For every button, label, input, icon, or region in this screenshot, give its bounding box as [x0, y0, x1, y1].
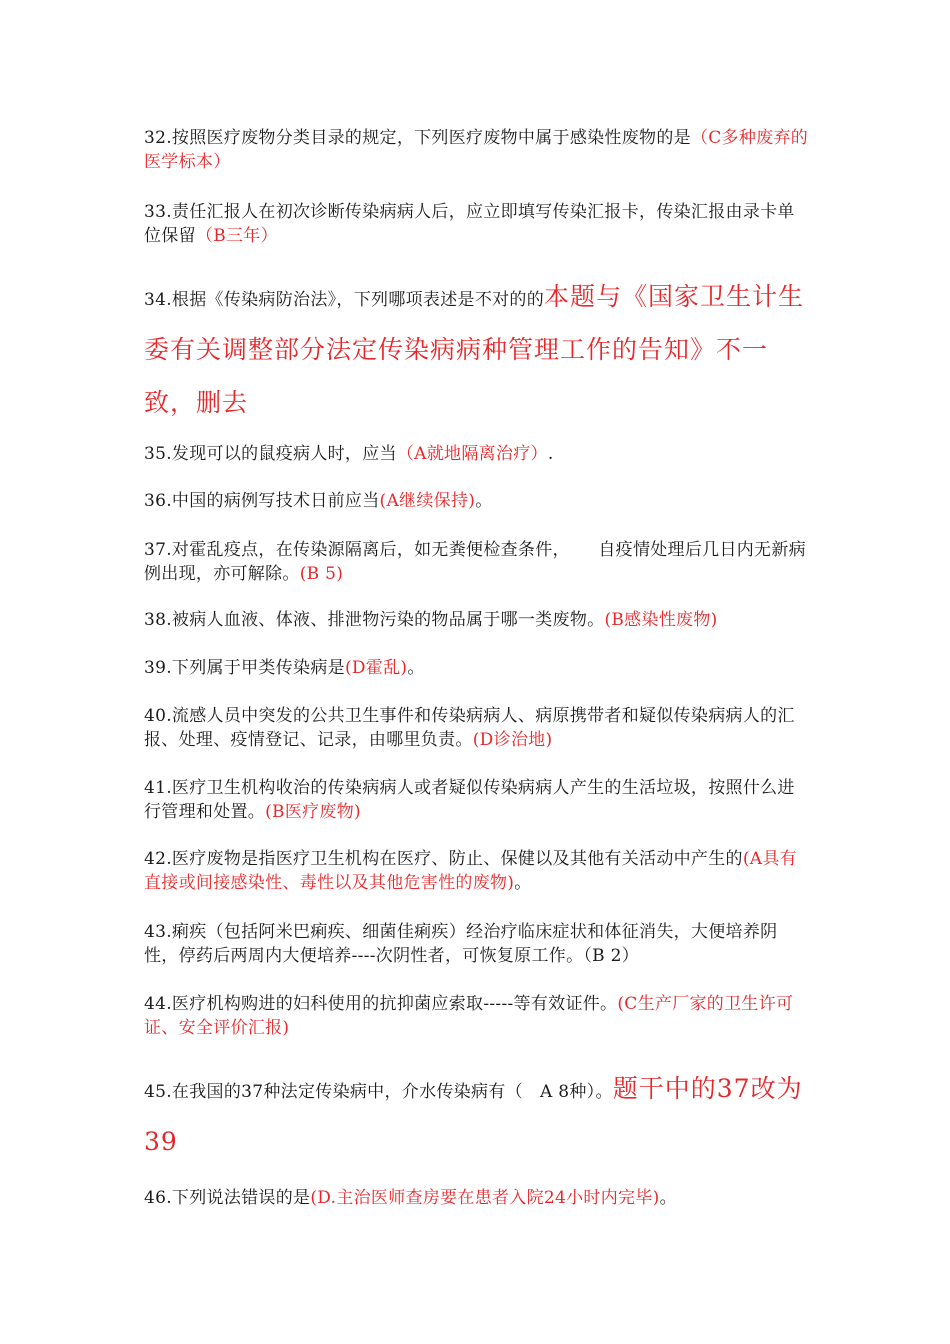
correction-note: 题干中的37改为39	[144, 1074, 803, 1156]
question-36	[144, 489, 812, 513]
question-text: 35.发现可以的鼠疫病人时，应当	[144, 444, 397, 464]
question-tail: 。	[407, 658, 425, 678]
question-38	[144, 608, 812, 632]
question-32	[144, 126, 812, 174]
question-46	[144, 1186, 812, 1210]
question-text: 33.责任汇报人在初次诊断传染病病人后，应立即填写传染汇报卡，传染汇报由录卡单位保留	[144, 202, 795, 246]
question-45	[144, 1064, 812, 1170]
question-tail: 。	[475, 491, 493, 511]
answer: (B医疗废物)	[265, 802, 361, 822]
question-35	[144, 442, 812, 466]
answer: (D诊治地)	[472, 730, 553, 750]
answer: （C多种废弃的医学标本）	[144, 128, 809, 172]
answer: (B感染性废物)	[604, 610, 718, 630]
question-text: 41.医疗卫生机构收治的传染病病人或者疑似传染病病人产生的生活垃圾，按照什么进行管理和处置。	[144, 778, 795, 822]
question-text: 37.对霍乱疫点，在传染源隔离后，如无粪便检查条件， 自疫情处理后几日内无新病例出现，亦可解除。	[144, 540, 806, 584]
question-tail: 。	[659, 1188, 677, 1208]
question-40	[144, 704, 812, 752]
question-text: 46.下列说法错误的是	[144, 1188, 311, 1208]
answer: (C生产厂家的卫生许可证、安全评价汇报)	[144, 994, 794, 1038]
question-tail: 。	[514, 873, 532, 893]
answer: (D霍乱)	[344, 658, 408, 678]
question-33	[144, 200, 812, 248]
question-text: 44.医疗机构购进的妇科使用的抗抑菌应索取-----等有效证件。	[144, 994, 618, 1014]
question-44	[144, 992, 812, 1040]
question-37	[144, 538, 812, 586]
correction-note: 本题与《国家卫生计生委有关调整部分法定传染病病种管理工作的告知》不一致，删去	[144, 282, 805, 417]
question-text: 39.下列属于甲类传染病是	[144, 658, 345, 678]
question-text: 36.中国的病例写技术日前应当	[144, 491, 380, 511]
question-tail: .	[547, 444, 554, 464]
question-text: 32.按照医疗废物分类目录的规定，下列医疗废物中属于感染性废物的是	[144, 128, 691, 148]
question-39	[144, 656, 812, 680]
question-34	[144, 272, 812, 431]
question-text: 34.根据《传染病防治法》，下列哪项表述是不对的的	[144, 290, 545, 310]
answer: (B 5)	[299, 564, 344, 584]
question-text: 43.痢疾（包括阿米巴痢疾、细菌佳痢疾）经治疗临床症状和体征消失，大便培养阴性，停药后两周内大便培养----次阴性者，可恢复原工作。（B 2）	[144, 922, 778, 966]
question-43	[144, 920, 812, 968]
question-text: 45.在我国的37种法定传染病中，介水传染病有（ A 8种）。	[144, 1082, 613, 1102]
question-text: 42.医疗废物是指医疗卫生机构在医疗、防止、保健以及其他有关活动中产生的	[144, 849, 743, 869]
question-41	[144, 776, 812, 824]
question-text: 40.流感人员中突发的公共卫生事件和传染病病人、病原携带者和疑似传染病病人的汇报、处理、疫情登记、记录，由哪里负责。	[144, 706, 795, 750]
answer: （B三年）	[195, 226, 278, 246]
question-text: 38.被病人血液、体液、排泄物污染的物品属于哪一类废物。	[144, 610, 605, 630]
answer: （A就地隔离治疗）	[396, 444, 548, 464]
answer: (A具有直接或间接感染性、毒性以及其他危害性的废物)	[144, 849, 797, 893]
question-42	[144, 847, 812, 895]
answer: (D.主治医师查房要在患者入院24小时内完毕)	[310, 1188, 660, 1208]
answer: (A继续保持)	[379, 491, 476, 511]
